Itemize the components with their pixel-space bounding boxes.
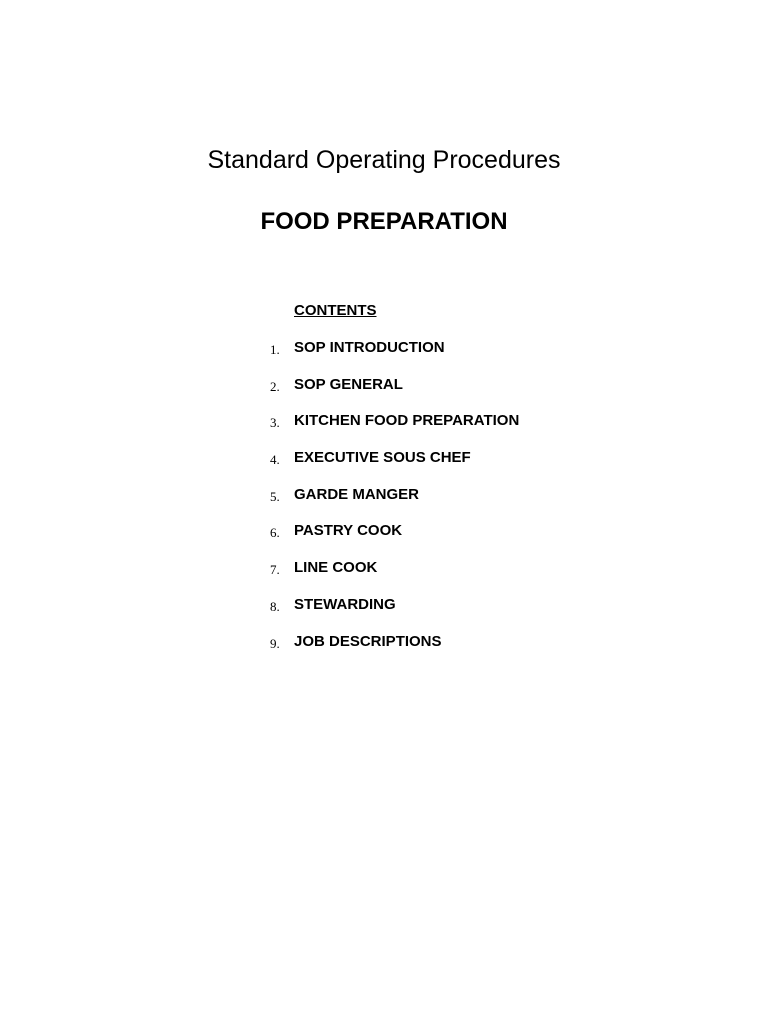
toc-item [262,559,519,596]
toc-item-label: JOB DESCRIPTIONS [294,632,442,650]
toc-item-number: 3. [270,415,280,431]
toc-item-label: GARDE MANGER [294,485,420,503]
table-of-contents [262,339,519,669]
toc-item [262,376,519,413]
toc-item-label: SOP INTRODUCTION [294,339,445,356]
toc-item-label: STEWARDING [294,595,396,613]
toc-item-number: 8. [270,598,280,614]
toc-item-number: 9. [270,635,280,651]
toc-item-label: EXECUTIVE SOUS CHEF [294,449,471,467]
toc-item-number: 7. [270,562,280,578]
toc-item-label: PASTRY COOK [294,522,403,540]
toc-item [262,596,519,633]
toc-item [262,633,519,670]
toc-item [262,522,519,559]
toc-item-number: 4. [270,452,280,468]
toc-item [262,449,519,486]
contents-heading: CONTENTS [294,302,377,319]
toc-item [262,412,519,449]
toc-item-number: 6. [270,525,280,541]
toc-item-number: 1. [270,342,280,357]
toc-item [262,486,519,523]
toc-item-number: 5. [270,488,280,504]
toc-item [262,339,519,376]
toc-item-label: LINE COOK [294,559,378,577]
toc-item-number: 2. [270,378,280,394]
document-subtitle: FOOD PREPARATION [260,208,508,235]
toc-item-label: SOP GENERAL [294,375,403,393]
toc-item-label: KITCHEN FOOD PREPARATION [294,412,520,430]
document-title: Standard Operating Procedures [207,146,561,174]
